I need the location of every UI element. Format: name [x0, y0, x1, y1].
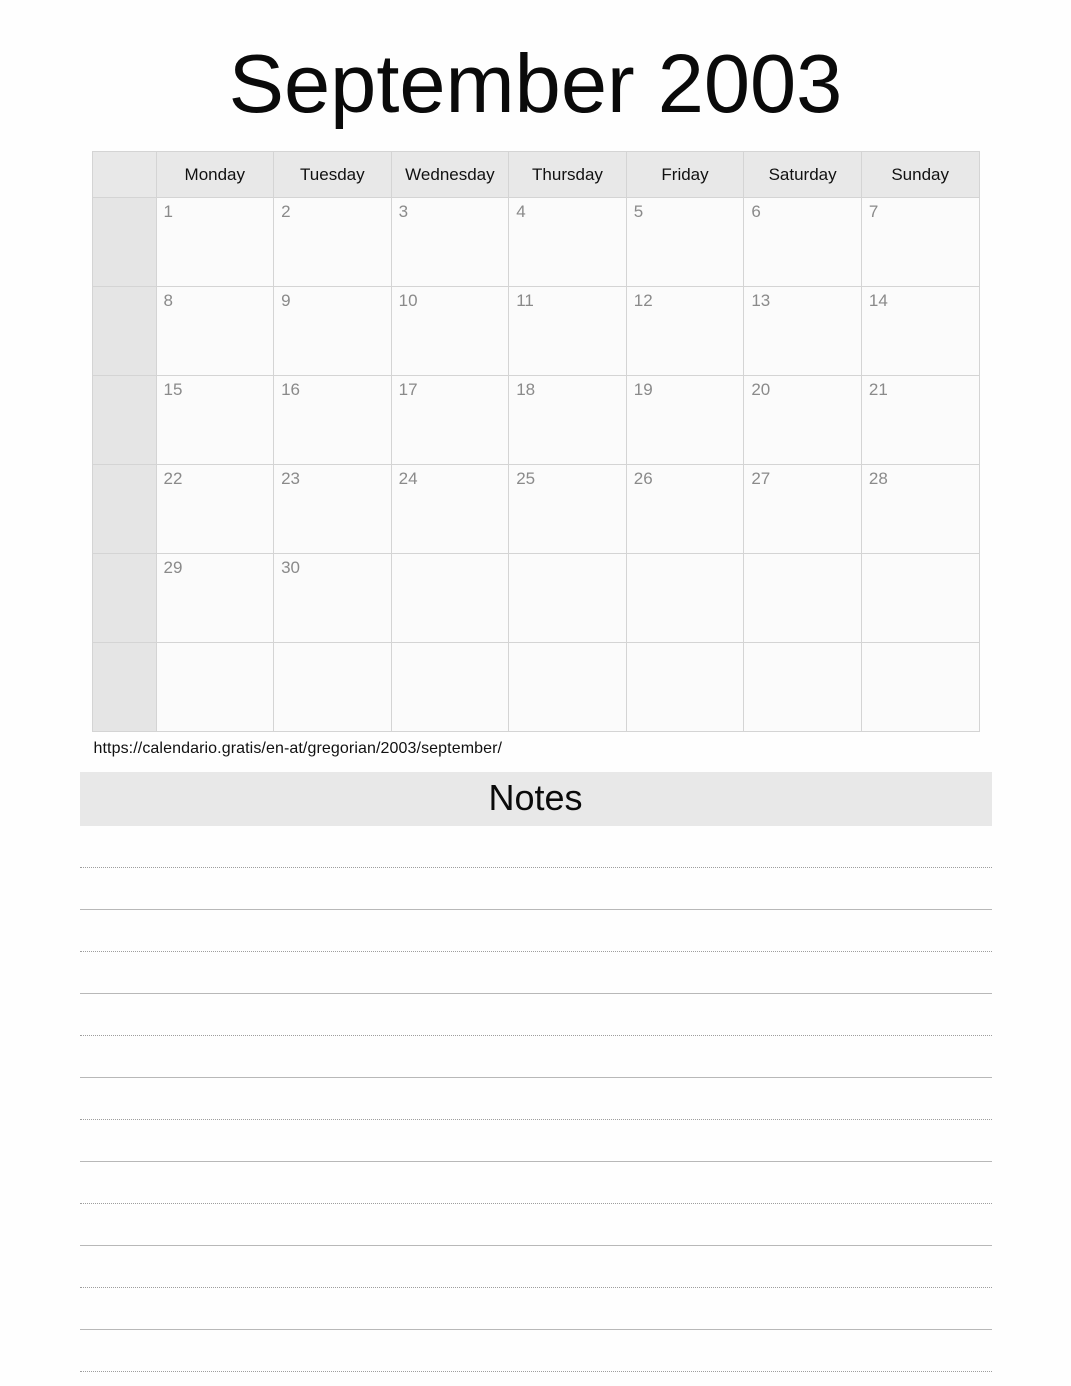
calendar-week-row: [92, 554, 979, 643]
day-cell-empty: [626, 554, 744, 643]
note-line[interactable]: [80, 952, 992, 994]
day-cell-empty: [861, 554, 979, 643]
day-cell-empty: [744, 554, 862, 643]
note-line[interactable]: [80, 1246, 992, 1288]
weekday-header-tuesday: Tuesday: [274, 152, 392, 198]
note-line[interactable]: [80, 994, 992, 1036]
day-cell-empty: [391, 554, 509, 643]
note-line[interactable]: [80, 1288, 992, 1330]
day-cell[interactable]: 4: [509, 198, 627, 287]
calendar-body: [92, 198, 979, 732]
note-line[interactable]: [80, 1330, 992, 1372]
day-cell[interactable]: 28: [861, 465, 979, 554]
day-cell[interactable]: 17: [391, 376, 509, 465]
day-cell[interactable]: 30: [274, 554, 392, 643]
day-cell-empty: [509, 643, 627, 732]
day-cell[interactable]: 14: [861, 287, 979, 376]
day-cell[interactable]: 13: [744, 287, 862, 376]
day-cell[interactable]: 8: [156, 287, 274, 376]
calendar-week-row: [92, 287, 979, 376]
day-cell[interactable]: 19: [626, 376, 744, 465]
day-cell[interactable]: 3: [391, 198, 509, 287]
day-cell[interactable]: 12: [626, 287, 744, 376]
day-cell[interactable]: 15: [156, 376, 274, 465]
day-cell[interactable]: 24: [391, 465, 509, 554]
day-cell[interactable]: 26: [626, 465, 744, 554]
day-cell[interactable]: 22: [156, 465, 274, 554]
weekday-header-monday: Monday: [156, 152, 274, 198]
note-line[interactable]: [80, 868, 992, 910]
calendar-week-row: [92, 376, 979, 465]
week-spacer-cell: [92, 198, 156, 287]
day-cell-empty: [509, 554, 627, 643]
weekday-header-sunday: Sunday: [861, 152, 979, 198]
calendar-table: [92, 151, 980, 732]
weekday-header-friday: Friday: [626, 152, 744, 198]
note-line[interactable]: [80, 1204, 992, 1246]
week-spacer-cell: [92, 376, 156, 465]
calendar-container: [92, 151, 980, 758]
day-cell[interactable]: 7: [861, 198, 979, 287]
day-cell[interactable]: 29: [156, 554, 274, 643]
note-line[interactable]: [80, 826, 992, 868]
note-line[interactable]: [80, 1162, 992, 1204]
notes-section: [80, 772, 992, 1372]
day-cell[interactable]: 9: [274, 287, 392, 376]
week-spacer-cell: [92, 554, 156, 643]
day-cell-empty: [744, 643, 862, 732]
calendar-week-row: [92, 465, 979, 554]
source-url[interactable]: https://calendario.gratis/en-at/gregorian/2003/september/: [93, 740, 503, 757]
calendar-week-row: [92, 198, 979, 287]
day-cell[interactable]: 2: [274, 198, 392, 287]
day-cell-empty: [626, 643, 744, 732]
note-line[interactable]: [80, 1036, 992, 1078]
note-line[interactable]: [80, 910, 992, 952]
calendar-week-row: [92, 643, 979, 732]
day-cell-empty: [391, 643, 509, 732]
calendar-corner-cell: [92, 152, 156, 198]
day-cell[interactable]: 18: [509, 376, 627, 465]
weekday-header-thursday: Thursday: [509, 152, 627, 198]
weekday-header-saturday: Saturday: [744, 152, 862, 198]
day-cell[interactable]: 16: [274, 376, 392, 465]
page-title: September 2003: [228, 37, 843, 130]
calendar-head: [92, 152, 979, 198]
day-cell[interactable]: 1: [156, 198, 274, 287]
day-cell[interactable]: 5: [626, 198, 744, 287]
day-cell[interactable]: 10: [391, 287, 509, 376]
note-line[interactable]: [80, 1078, 992, 1120]
day-cell[interactable]: 25: [509, 465, 627, 554]
day-cell[interactable]: 23: [274, 465, 392, 554]
day-cell-empty: [274, 643, 392, 732]
day-cell[interactable]: 21: [861, 376, 979, 465]
week-spacer-cell: [92, 643, 156, 732]
weekday-header-wednesday: Wednesday: [391, 152, 509, 198]
day-cell[interactable]: 11: [509, 287, 627, 376]
week-spacer-cell: [92, 465, 156, 554]
day-cell-empty: [156, 643, 274, 732]
day-cell[interactable]: 27: [744, 465, 862, 554]
day-cell[interactable]: 20: [744, 376, 862, 465]
notes-lines: [80, 826, 992, 1372]
week-spacer-cell: [92, 287, 156, 376]
day-cell[interactable]: 6: [744, 198, 862, 287]
note-line[interactable]: [80, 1120, 992, 1162]
day-cell-empty: [861, 643, 979, 732]
notes-header: Notes: [80, 772, 992, 826]
weekday-header-row: [92, 152, 979, 198]
